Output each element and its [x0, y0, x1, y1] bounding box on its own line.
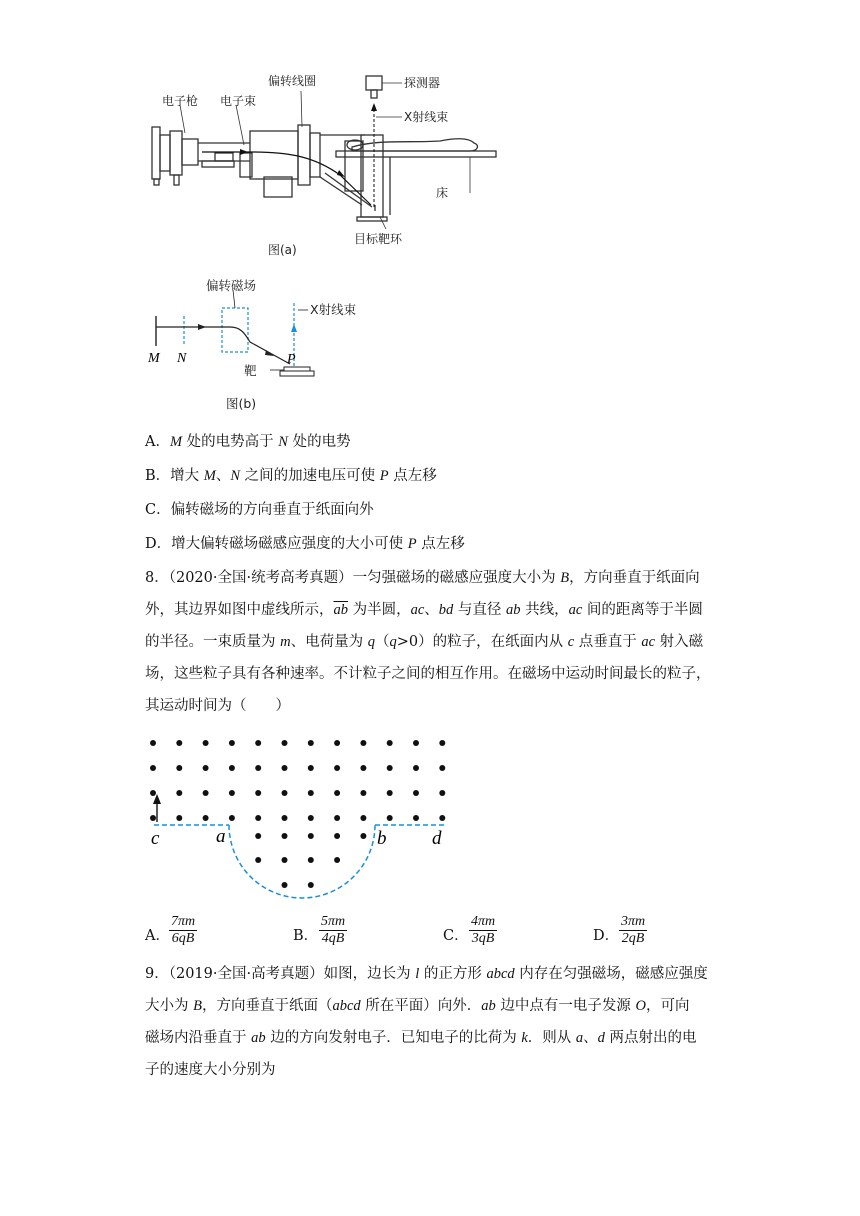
- q7-option-a: A．M 处的电势高于 N 处的电势: [145, 434, 351, 450]
- field-dot: [176, 765, 182, 771]
- q8-option-d-fraction: $\frac{3\pi m}{2qB}$: [621, 914, 646, 946]
- field-dot: [255, 790, 261, 796]
- field-dot: [308, 857, 314, 863]
- field-dot: [229, 790, 235, 796]
- label-beam: 电子束: [220, 94, 257, 108]
- label-b: b: [377, 828, 387, 849]
- q8-option-d-letter: D．: [593, 928, 620, 944]
- q8-option-b-letter: B．: [293, 928, 319, 944]
- label-m: M: [148, 351, 160, 366]
- field-dot: [413, 740, 419, 746]
- label-n: N: [177, 351, 187, 366]
- field-dot: [203, 815, 209, 821]
- field-dot: [176, 740, 182, 746]
- field-dot: [360, 790, 366, 796]
- q8-option-c-letter: C．: [443, 928, 469, 944]
- field-dot: [360, 740, 366, 746]
- label-field: 偏转磁场: [206, 278, 257, 293]
- field-dot: [255, 740, 261, 746]
- field-dot: [439, 740, 445, 746]
- label-detector: 探测器: [404, 76, 441, 90]
- q8-line-3: 的半径。一束质量为 m、电荷量为 q（q>0）的粒子，在纸面内从 c 点垂直于 ac 射入磁: [145, 634, 704, 650]
- field-dot: [334, 790, 340, 796]
- q7-option-b: B．增大 M、N 之间的加速电压可使 P 点左移: [145, 468, 437, 484]
- label-xray-b: X射线束: [310, 302, 357, 317]
- q9-line-4: 子的速度大小分别为: [145, 1062, 276, 1078]
- field-dot: [334, 765, 340, 771]
- field-dot: [334, 815, 340, 821]
- field-dot: [255, 857, 261, 863]
- label-a: a: [216, 826, 226, 847]
- q8-line-1: 8．（2020·全国·统考高考真题）一匀强磁场的磁感应强度大小为 B，方向垂直于纸面向: [145, 570, 700, 586]
- label-p: P: [287, 352, 296, 367]
- field-dot: [203, 740, 209, 746]
- field-dot: [387, 790, 393, 796]
- label-bed: 床: [436, 186, 449, 200]
- field-dot: [282, 765, 288, 771]
- question-9: [145, 958, 710, 1086]
- field-dot: [439, 815, 445, 821]
- field-dot: [413, 790, 419, 796]
- label-target: 靶: [244, 363, 257, 378]
- q9-line-3: 磁场内沿垂直于 ab 边的方向发射电子．已知电子的比荷为 k．则从 a、d 两点射出的电: [145, 1030, 697, 1046]
- field-dot: [282, 882, 288, 888]
- figure-b-caption: 图(b): [226, 396, 257, 411]
- q8-line-4: 场，这些粒子具有各种速率。不计粒子之间的相互作用。在磁场中运动时间最长的粒子，: [145, 666, 711, 682]
- q8-option-a-fraction: $\frac{7\pi m}{6qB}$: [171, 914, 196, 946]
- field-dot: [334, 857, 340, 863]
- q8-option-c-fraction: $\frac{4\pi m}{3qB}$: [471, 914, 496, 946]
- label-d: d: [432, 828, 442, 849]
- field-dot: [439, 790, 445, 796]
- field-dot: [413, 815, 419, 821]
- field-dot: [308, 790, 314, 796]
- field-dot: [229, 740, 235, 746]
- figure-a-diagram: [140, 65, 520, 260]
- field-dot: [229, 765, 235, 771]
- q8-field-diagram: [140, 730, 470, 900]
- field-dot: [282, 815, 288, 821]
- field-dot: [308, 765, 314, 771]
- field-dot: [229, 815, 235, 821]
- field-dot: [255, 765, 261, 771]
- label-xray-a: X射线束: [404, 110, 449, 124]
- question-8: [145, 562, 710, 722]
- field-dot: [360, 765, 366, 771]
- field-dot: [282, 790, 288, 796]
- field-dot: [334, 833, 340, 839]
- q8-line-2: 外，其边界如图中虚线所示，$\overline{ab}$ 为半圆，ac、bd 与直径 ab 共线，ac 间的距离等于半圆: [145, 602, 703, 618]
- field-dot: [150, 790, 156, 796]
- label-target-ring: 目标靶环: [354, 232, 403, 246]
- q9-line-1: 9．（2019·全国·高考真题）如图，边长为 l 的正方形 abcd 内存在匀强磁场，磁感应强度: [145, 966, 708, 982]
- field-dot: [308, 740, 314, 746]
- field-dot: [176, 790, 182, 796]
- field-dot: [439, 765, 445, 771]
- field-dot: [413, 765, 419, 771]
- field-dot: [308, 882, 314, 888]
- field-dot: [308, 815, 314, 821]
- field-dot: [203, 790, 209, 796]
- field-dot: [334, 740, 340, 746]
- field-dot: [150, 765, 156, 771]
- q8-option-a-letter: A．: [145, 928, 170, 944]
- field-dot: [176, 815, 182, 821]
- q9-line-2: 大小为 B，方向垂直于纸面（abcd 所在平面）向外．ab 边中点有一电子发源 O，可向: [145, 998, 690, 1014]
- field-dot: [387, 765, 393, 771]
- field-dot: [360, 833, 366, 839]
- field-dot: [150, 740, 156, 746]
- q7-option-d: D．增大偏转磁场磁感应强度的大小可使 P 点左移: [145, 536, 465, 552]
- q8-options: [145, 914, 705, 954]
- field-dot: [203, 765, 209, 771]
- field-dot: [150, 815, 156, 821]
- q8-option-b-fraction: $\frac{5\pi m}{4qB}$: [321, 914, 346, 946]
- field-dot: [282, 740, 288, 746]
- label-gun: 电子枪: [162, 94, 199, 108]
- figure-b-diagram: [140, 270, 380, 415]
- label-coil: 偏转线圈: [268, 74, 317, 88]
- label-c: c: [151, 828, 160, 849]
- q8-line-5: 其运动时间为（ ）: [145, 698, 290, 714]
- field-dot: [255, 815, 261, 821]
- field-dot: [282, 857, 288, 863]
- field-dot: [255, 833, 261, 839]
- field-dot: [360, 815, 366, 821]
- figure-a-caption: 图(a): [268, 243, 297, 257]
- field-dot: [387, 815, 393, 821]
- field-dot: [308, 833, 314, 839]
- q7-option-c: C．偏转磁场的方向垂直于纸面向外: [145, 502, 374, 518]
- field-dot: [282, 833, 288, 839]
- field-dot: [387, 740, 393, 746]
